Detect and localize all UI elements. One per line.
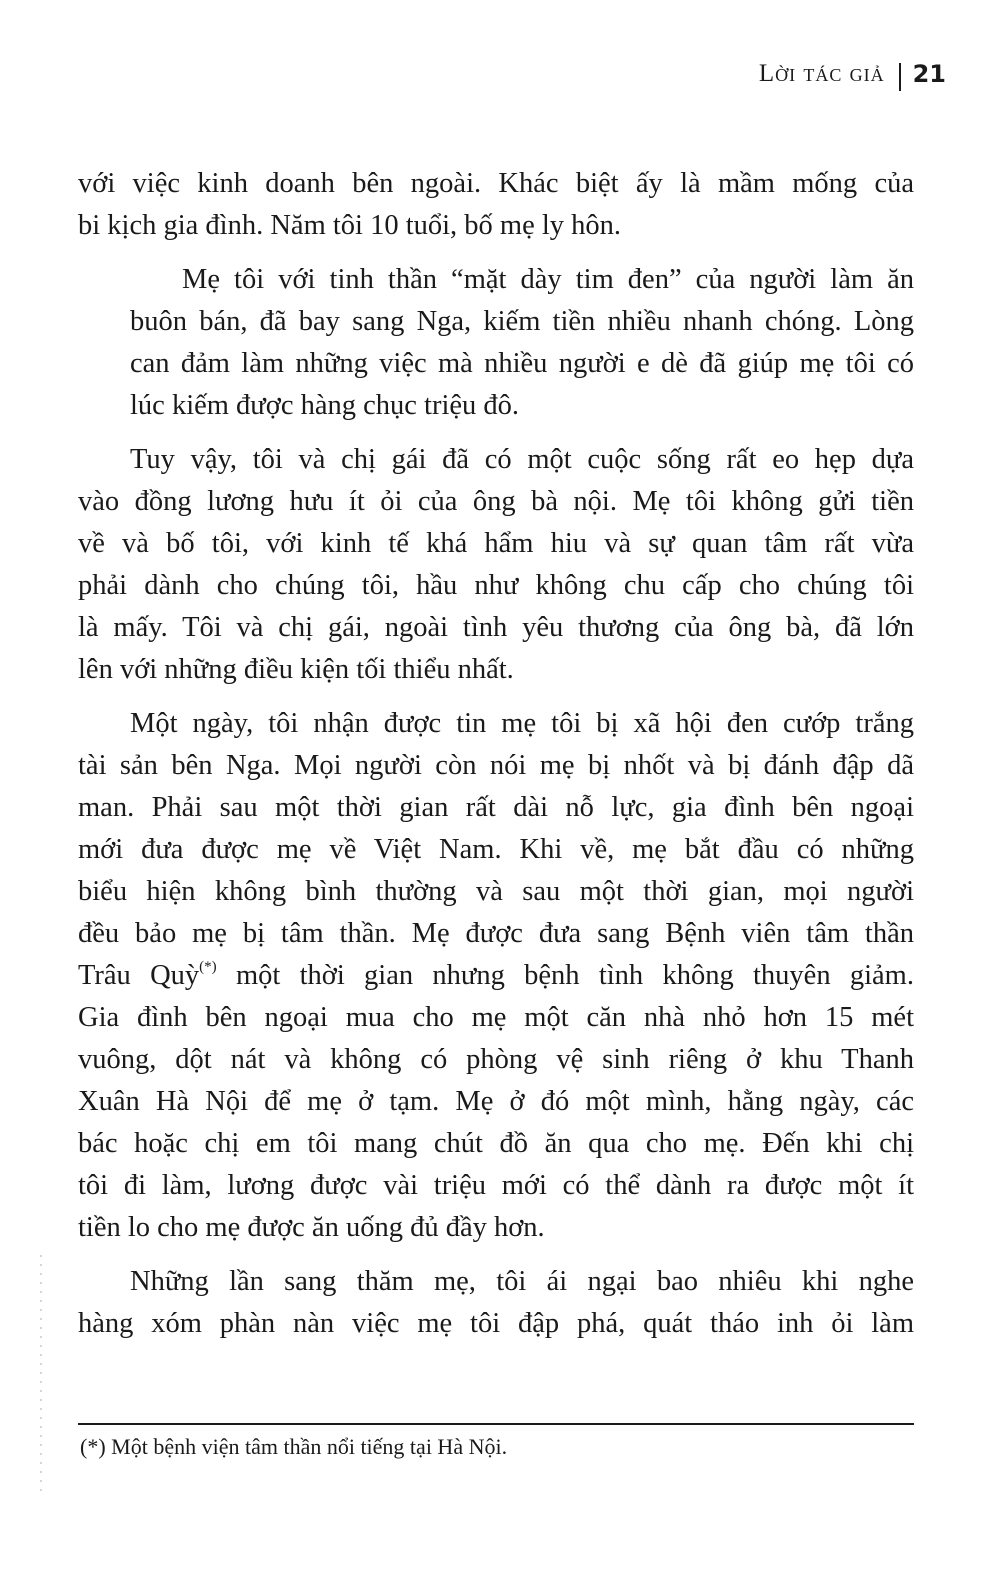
text-line: Mẹ tôi với tinh thần “mặt dày tim đen” của người làm ăn [182, 264, 914, 295]
text-line: tài sản bên Nga. Mọi người còn nói mẹ bị nhốt và bị đánh đập dã [78, 750, 914, 781]
text-line: man. Phải sau một thời gian rất dài nỗ lực, gia đình bên ngoại [78, 792, 914, 823]
text-fragment: Trâu Quỳ [78, 960, 200, 991]
text-line: lúc kiếm được hàng chục triệu đô. [130, 390, 520, 421]
text-fragment: một thời gian nhưng bệnh tình không thuyên giảm. [216, 960, 914, 991]
paragraph-5 [78, 1261, 914, 1345]
text-line: Xuân Hà Nội để mẹ ở tạm. Mẹ ở đó một mình, hằng ngày, các [78, 1086, 914, 1117]
header-divider [899, 63, 901, 91]
text-line: bác hoặc chị em tôi mang chút đồ ăn qua cho mẹ. Đến khi chị [78, 1128, 914, 1159]
text-line: biểu hiện không bình thường và sau một thời gian, mọi người [78, 876, 914, 907]
text-line: tiền lo cho mẹ được ăn uống đủ đầy hơn. [78, 1212, 545, 1243]
text-line: phải dành cho chúng tôi, hầu như không chu cấp cho chúng tôi [78, 570, 914, 601]
text-line: mới đưa được mẹ về Việt Nam. Khi về, mẹ bắt đầu có những [78, 834, 914, 865]
text-line: Những lần sang thăm mẹ, tôi ái ngại bao nhiêu khi nghe [130, 1266, 914, 1297]
text-line: vuông, dột nát và không có phòng vệ sinh riêng ở khu Thanh [78, 1044, 914, 1075]
text-line: lên với những điều kiện tối thiểu nhất. [78, 654, 514, 685]
text-line-with-footnote [78, 955, 914, 997]
text-line: đều bảo mẹ bị tâm thần. Mẹ được đưa sang Bệnh viên tâm thần [78, 918, 914, 949]
text-line: là mấy. Tôi và chị gái, ngoài tình yêu thương của ông bà, đã lớn [78, 612, 914, 643]
scan-artifact [40, 1255, 42, 1495]
paragraph-4 [78, 703, 914, 1249]
page-number: 21 [912, 60, 946, 88]
footnote-divider [78, 1423, 914, 1425]
paragraph-2 [78, 259, 914, 427]
paragraph-1 [78, 163, 914, 247]
paragraph-3 [78, 439, 914, 691]
text-line: tôi đi làm, lương được vài triệu mới có thể dành ra được một ít [78, 1170, 914, 1201]
footnote: (*) Một bệnh viện tâm thần nổi tiếng tại Hà Nội. [80, 1434, 508, 1459]
footnote-reference[interactable]: (*) [199, 958, 217, 975]
section-title: Lời tác giả [758, 60, 885, 87]
text-line: Gia đình bên ngoại mua cho mẹ một căn nhà nhỏ hơn 15 mét [78, 1002, 914, 1033]
body-text [78, 163, 914, 1357]
running-header [759, 60, 946, 88]
text-line: về và bố tôi, với kinh tế khá hẩm hiu và sự quan tâm rất vừa [78, 528, 914, 559]
text-line: vào đồng lương hưu ít ỏi của ông bà nội. Mẹ tôi không gửi tiền [78, 486, 914, 517]
text-line: bi kịch gia đình. Năm tôi 10 tuổi, bố mẹ ly hôn. [78, 210, 622, 241]
text-line: với việc kinh doanh bên ngoài. Khác biệt ấy là mầm mống của [78, 168, 914, 199]
text-line: buôn bán, đã bay sang Nga, kiếm tiền nhiều nhanh chóng. Lòng [130, 306, 914, 337]
text-line: Tuy vậy, tôi và chị gái đã có một cuộc sống rất eo hẹp dựa [130, 444, 914, 475]
text-line: can đảm làm những việc mà nhiều người e dè đã giúp mẹ tôi có [130, 348, 914, 379]
text-line: hàng xóm phàn nàn việc mẹ tôi đập phá, quát tháo inh ỏi làm [78, 1308, 914, 1339]
text-line: Một ngày, tôi nhận được tin mẹ tôi bị xã hội đen cướp trắng [130, 708, 914, 739]
